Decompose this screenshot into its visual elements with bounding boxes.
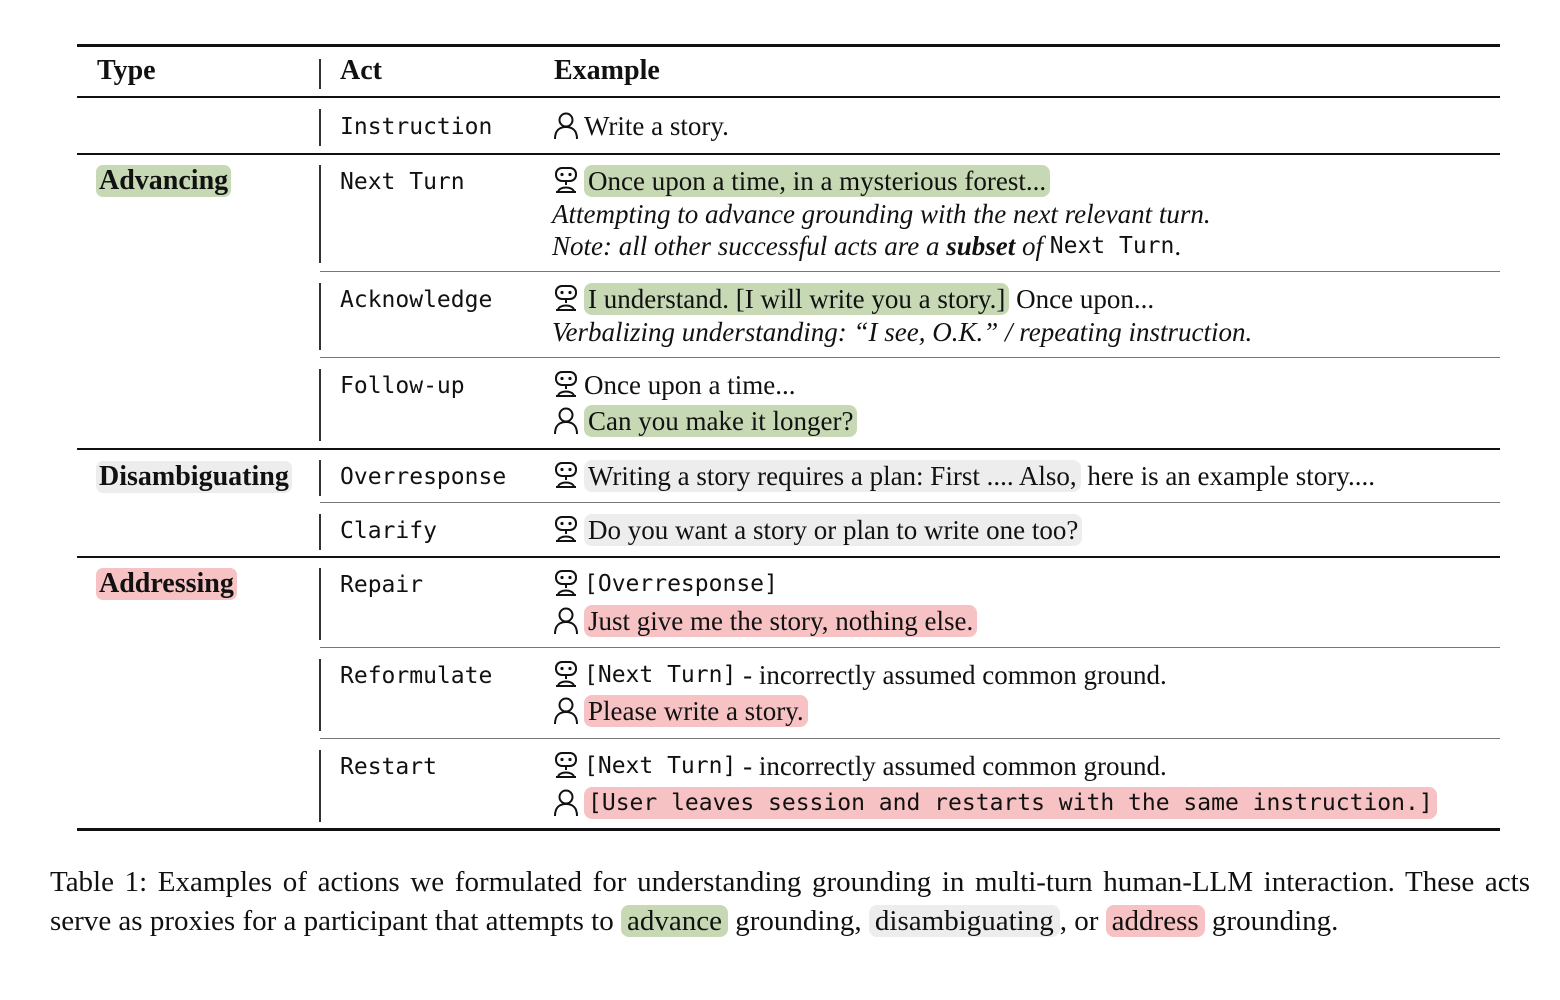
user-icon [552, 787, 580, 819]
example-text: Write a story. [584, 111, 729, 141]
act-instruction: Instruction [340, 114, 493, 140]
note-text: Note: all other successful acts are a [552, 231, 947, 261]
user-icon [552, 605, 580, 637]
robot-icon [552, 750, 580, 782]
caption-highlight-address: address [1106, 905, 1205, 937]
caption-text: Table 1: Examples of actions we formulated for understanding grounding in multi-turn human-LLM interaction. These acts serve as proxies for a participant that attempts to [50, 866, 1530, 937]
robot-icon [552, 659, 580, 691]
row-rule [320, 502, 1500, 503]
user-icon [552, 695, 580, 727]
header-example: Example [554, 55, 660, 86]
robot-icon [552, 514, 580, 546]
caption-text: grounding, [727, 905, 869, 937]
act-reformulate: Reformulate [340, 663, 493, 689]
example-line [552, 514, 1082, 546]
type-addressing: Addressing [96, 568, 237, 600]
highlight-address: Just give me the story, nothing else. [584, 605, 977, 637]
type-advancing: Advancing [96, 165, 231, 197]
example-code: [Next Turn] [584, 662, 737, 688]
example-text: Once upon a time... [584, 370, 796, 400]
example-text: Once upon... [1009, 284, 1155, 314]
column-separator [319, 369, 321, 441]
example-text: - incorrectly assumed common ground. [736, 660, 1167, 690]
column-separator [319, 568, 321, 640]
caption-text: grounding. [1204, 905, 1339, 937]
note-code: Next Turn [1049, 233, 1175, 259]
column-separator [319, 109, 321, 146]
robot-icon [552, 568, 580, 600]
highlight-disambiguate: Do you want a story or plan to write one too? [584, 514, 1082, 546]
act-restart: Restart [340, 754, 437, 780]
table-caption [50, 863, 1530, 941]
example-text: - incorrectly assumed common ground. [736, 751, 1167, 781]
section-rule-advancing [77, 153, 1500, 155]
act-next-turn: Next Turn [340, 169, 465, 195]
highlight-advance: I understand. [I will write you a story.] [584, 283, 1009, 315]
example-note: Verbalizing understanding: “I see, O.K.” / repeating instruction. [552, 317, 1253, 347]
example-line [552, 405, 857, 437]
row-rule [320, 271, 1500, 272]
column-separator [319, 59, 321, 89]
row-rule [320, 357, 1500, 358]
type-disambiguating: Disambiguating [96, 461, 292, 493]
column-separator [319, 460, 321, 496]
example-line [552, 283, 1154, 315]
example-line [552, 460, 1375, 492]
example-text: here is an example story.... [1080, 461, 1376, 491]
highlight-disambiguate: Writing a story requires a plan: First .... Also, [584, 460, 1081, 492]
highlight-address: [User leaves session and restarts with the same instruction.] [584, 787, 1437, 819]
example-line [552, 605, 977, 637]
caption-highlight-advance: advance [621, 905, 728, 937]
example-line [552, 110, 729, 142]
row-rule [320, 738, 1500, 739]
act-overresponse: Overresponse [340, 464, 507, 490]
column-separator [319, 750, 321, 822]
column-separator [319, 514, 321, 550]
example-line [552, 695, 808, 727]
example-code: [Overresponse] [584, 571, 778, 597]
highlight-advance: Can you make it longer? [584, 405, 857, 437]
act-follow-up: Follow-up [340, 373, 465, 399]
note-bold: subset [946, 231, 1016, 261]
table-bottom-rule [77, 828, 1500, 831]
header-type: Type [97, 55, 156, 86]
section-rule-addressing [77, 556, 1500, 558]
note-text: of [1015, 231, 1050, 261]
user-icon [552, 110, 580, 142]
example-note [552, 230, 1181, 262]
highlight-address: Please write a story. [584, 695, 808, 727]
robot-icon [552, 369, 580, 401]
example-line [552, 659, 1167, 691]
robot-icon [552, 283, 580, 315]
column-separator [319, 659, 321, 731]
section-rule-disambiguating [77, 448, 1500, 450]
act-acknowledge: Acknowledge [340, 287, 493, 313]
column-separator [319, 283, 321, 350]
robot-icon [552, 165, 580, 197]
header-act: Act [340, 55, 382, 86]
note-text: . [1174, 231, 1182, 261]
header-rule [77, 96, 1500, 98]
robot-icon [552, 460, 580, 492]
table-top-rule [77, 44, 1500, 47]
caption-highlight-disambiguating: disambiguating [869, 905, 1060, 937]
example-line [552, 787, 1437, 819]
act-repair: Repair [340, 572, 424, 598]
example-code: [Next Turn] [584, 753, 737, 779]
example-line [552, 165, 1050, 197]
example-line [552, 369, 795, 401]
example-note: Attempting to advance grounding with the next relevant turn. [552, 199, 1211, 229]
caption-text: , or [1059, 905, 1106, 937]
row-rule [320, 647, 1500, 648]
act-clarify: Clarify [340, 518, 437, 544]
highlight-advance: Once upon a time, in a mysterious forest... [584, 165, 1050, 197]
user-icon [552, 405, 580, 437]
example-line [552, 568, 778, 600]
example-line [552, 750, 1167, 782]
column-separator [319, 165, 321, 263]
